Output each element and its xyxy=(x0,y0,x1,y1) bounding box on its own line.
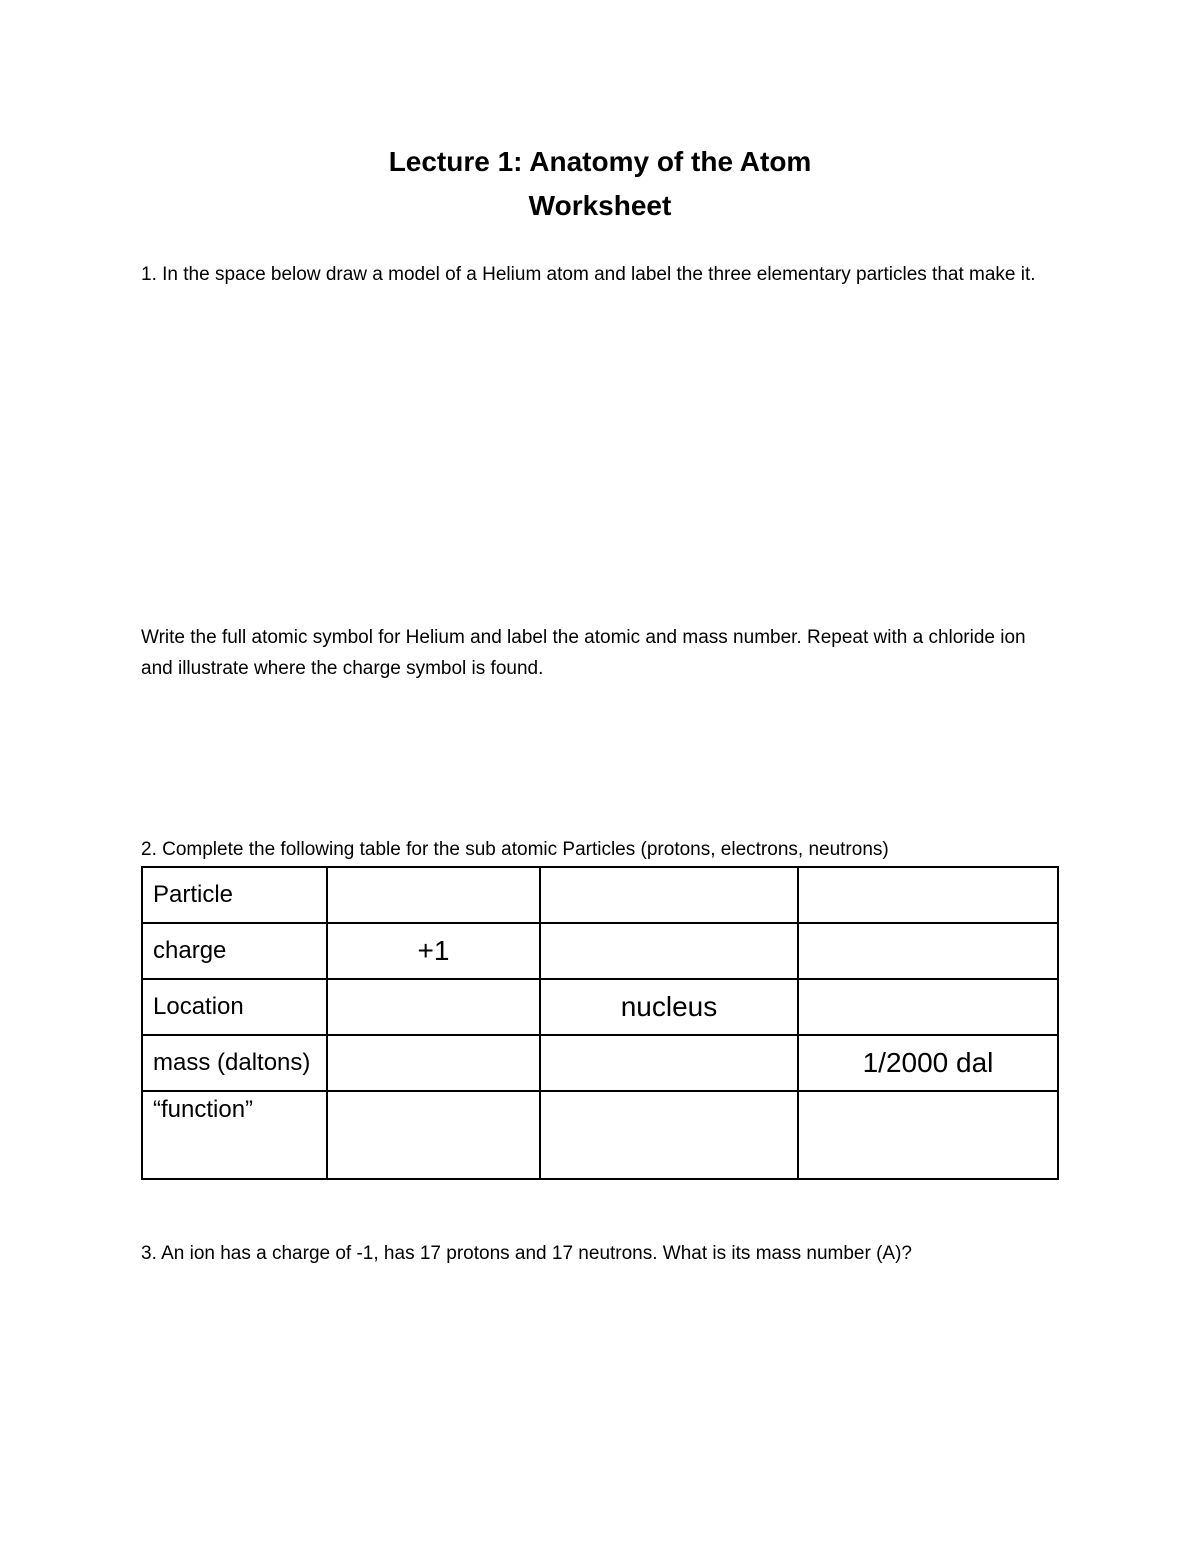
table-row xyxy=(142,867,1058,923)
table-cell xyxy=(327,1035,540,1091)
table-cell xyxy=(540,1091,798,1179)
table-cell xyxy=(327,979,540,1035)
table-cell xyxy=(540,867,798,923)
table-cell: +1 xyxy=(327,923,540,979)
table-cell xyxy=(798,1091,1058,1179)
table-cell xyxy=(798,923,1058,979)
table-row xyxy=(142,1091,1058,1179)
row-label-location: Location xyxy=(142,979,327,1035)
table-cell: nucleus xyxy=(540,979,798,1035)
question-1: 1. In the space below draw a model of a Helium atom and label the three elementary particles that make it. xyxy=(141,264,1036,285)
row-label-charge: charge xyxy=(142,923,327,979)
row-label-particle: Particle xyxy=(142,867,327,923)
table-row xyxy=(142,923,1058,979)
page-subtitle: Worksheet xyxy=(528,190,672,221)
table-cell xyxy=(798,867,1058,923)
table-cell: 1/2000 dal xyxy=(798,1035,1058,1091)
question-3: 3. An ion has a charge of -1, has 17 protons and 17 neutrons. What is its mass number (A)? xyxy=(141,1243,912,1264)
table-row xyxy=(142,1035,1058,1091)
row-label-mass: mass (daltons) xyxy=(142,1035,327,1091)
page-title: Lecture 1: Anatomy of the Atom xyxy=(388,146,812,177)
table-row xyxy=(142,979,1058,1035)
table-cell xyxy=(798,979,1058,1035)
row-label-function: “function” xyxy=(142,1091,327,1179)
table-cell xyxy=(540,1035,798,1091)
particle-table xyxy=(141,866,1059,1180)
question-2: 2. Complete the following table for the sub atomic Particles (protons, electrons, neutrons) xyxy=(141,839,889,860)
table-cell xyxy=(540,923,798,979)
question-1-part-b: Write the full atomic symbol for Helium and label the atomic and mass number. Repeat with a chloride ion and illustrate where the charge symbol is found. xyxy=(141,627,1026,679)
table-cell xyxy=(327,1091,540,1179)
table-cell xyxy=(327,867,540,923)
